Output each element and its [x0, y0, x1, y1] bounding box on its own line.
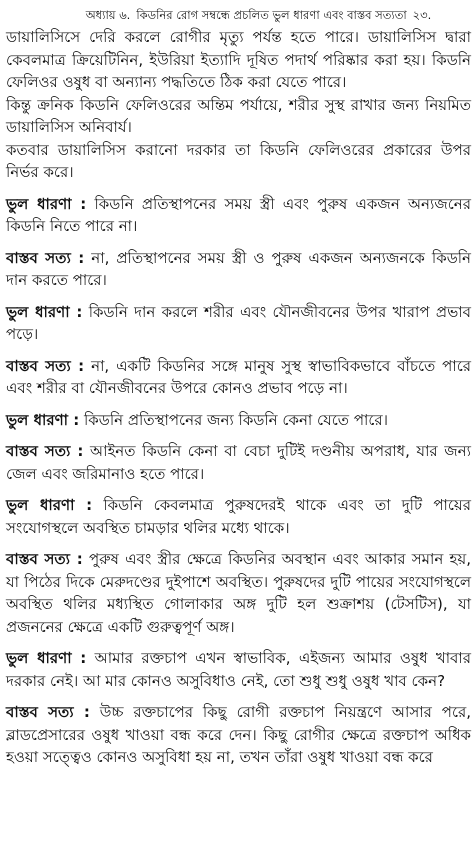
intro-paragraph: কতবার ডায়ালিসিস করানো দরকার তা কিডনি ফেলিওরের প্রকারের উপর নির্ভর করে। — [6, 140, 471, 181]
page-number: ২৩. — [412, 8, 432, 22]
myth-entry — [6, 409, 471, 432]
fact-label: বাস্তব সত্য : — [6, 703, 90, 721]
fact-text: উচ্চ রক্তচাপের কিছু রোগী রক্তচাপ নিয়ন্ত্রণে আসার পরে, ব্লাডপ্রেসারের ওষুধ খাওয়া বন্ধ করে দেন। কিছু রোগীর ক্ষেত্রে রক্তচাপ অধিক হওয়া সত্ত্বেও কোনও অসুবিধা হয় না, তখন তাঁরা ওষুধ খাওয়া বন্ধ করে — [6, 703, 471, 766]
fact-entry — [6, 701, 471, 769]
myth-label: ভুল ধারণা : — [6, 194, 87, 213]
fact-label: বাস্তব সত্য : — [6, 550, 83, 568]
fact-text: না, প্রতিস্থাপনের সময় স্ত্রী ও পুরুষ একজন অন্যজনকে কিডনি দান করতে পারে। — [6, 248, 471, 289]
myth-label: ভুল ধারণা : — [6, 410, 80, 429]
myth-text: কিডনি প্রতিস্থাপনের সময় স্ত্রী এবং পুরুষ একজন অন্যজনের কিডনি নিতে পারে না। — [6, 194, 471, 235]
intro-paragraph: কিন্তু ক্রনিক কিডনি ফেলিওরের অন্তিম পর্যায়ে, শরীর সুস্থ রাখার জন্য নিয়মিত ডায়ালিসিস অনিবার্য। — [6, 95, 471, 136]
fact-label: বাস্তব সত্য : — [6, 442, 84, 460]
myth-text: কিডনি প্রতিস্থাপনের জন্য কিডনি কেনা যেতে পারে। — [84, 410, 388, 429]
myth-entry — [6, 193, 471, 238]
myth-text: কিডনি দান করলে শরীর এবং যৌনজীবনের উপর খারাপ প্রভাব পড়ে। — [6, 302, 471, 343]
running-header — [6, 6, 471, 26]
intro-paragraph: ডায়ালিসিসে দেরি করলে রোগীর মৃত্যু পর্যন্ত হতে পারে। ডায়ালিসিস দ্বারা কেবলমাত্র ক্রিয়েটিনিন, ইউরিয়া ইত্যাদি দূষিত পদার্থ পরিষ্কার করা হয়। কিডনি ফেলিওর ওষুধ বা অন্যান্য পদ্ধতিতে ঠিক করা যেতে পারে। — [6, 28, 471, 91]
myth-label: ভুল ধারণা : — [6, 496, 93, 514]
fact-entry — [6, 548, 471, 638]
myth-label: ভুল ধারণা : — [6, 649, 87, 667]
myth-entry — [6, 494, 471, 539]
fact-entry — [6, 247, 471, 292]
body-text — [6, 26, 471, 769]
myth-entry — [6, 301, 471, 346]
myth-entry — [6, 647, 471, 692]
fact-label: বাস্তব সত্য : — [6, 248, 85, 267]
fact-text: না, একটি কিডনির সঙ্গে মানুষ সুস্থ স্বাভাবিকভাবে বাঁচতে পারে এবং শরীর বা যৌনজীবনের উপরে কোনও প্রভাব পড়ে না। — [6, 356, 471, 397]
fact-entry — [6, 355, 471, 400]
myth-text: আমার রক্তচাপ এখন স্বাভাবিক, এইজন্য আমার ওষুধ খাবার দরকার নেই। আ মার কোনও অসুবিধাও নেই, তো শুধু শুধু ওষুধ খাব কেন? — [6, 649, 471, 690]
fact-text: পুরুষ এবং স্ত্রীর ক্ষেত্রে কিডনির অবস্থান এবং আকার সমান হয়, যা পিঠের দিকে মেরুদণ্ডের দুইপাশে অবস্থিত। পুরুষদের দুটি পায়ের সংযোগস্থলে অবস্থিত থলির মধ্যস্থিত গোলাকার অঙ্গ দুটি হল শুক্রাশয় (টেসটিস), যা প্রজননের ক্ষেত্রে একটি গুরুত্বপূর্ণ অঙ্গ। — [6, 550, 471, 636]
myth-label: ভুল ধারণা : — [6, 302, 83, 321]
fact-entry — [6, 440, 471, 485]
fact-text: আইনত কিডনি কেনা বা বেচা দুটিই দণ্ডনীয় অপরাধ, যার জন্য জেল এবং জরিমানাও হতে পারে। — [6, 442, 471, 483]
chapter-number: অধ্যায় ৬. — [85, 8, 131, 22]
myth-text: কিডনি কেবলমাত্র পুরুষদেরই থাকে এবং তা দুটি পায়ের সংযোগস্থলে অবস্থিত চামড়ার থলির মধ্যে থাকে। — [6, 496, 471, 537]
fact-label: বাস্তব সত্য : — [6, 356, 85, 375]
chapter-title: কিডনির রোগ সম্বন্ধে প্রচলিত ভুল ধারণা এবং বাস্তব সত্যতা — [136, 8, 407, 22]
